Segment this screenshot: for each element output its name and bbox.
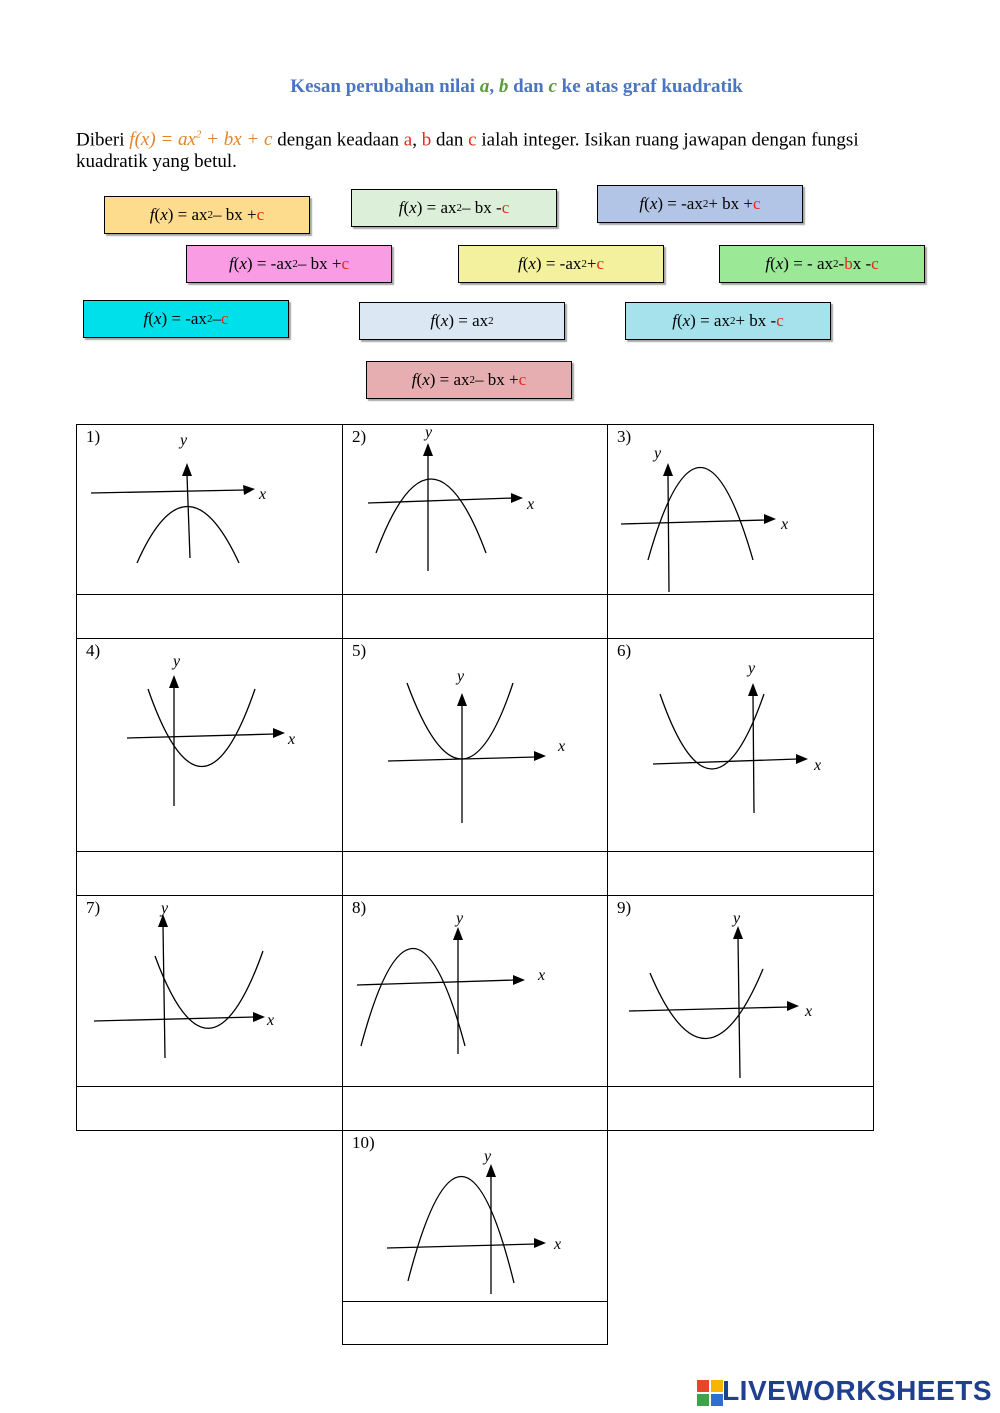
parabola-graph: [343, 425, 607, 594]
answer-input[interactable]: [77, 852, 342, 895]
answer-box[interactable]: [76, 1086, 343, 1131]
answer-input[interactable]: [608, 852, 873, 895]
svg-text:y: y: [654, 445, 662, 462]
answer-box[interactable]: [342, 594, 608, 639]
question-number: 4): [86, 641, 101, 660]
formula-option[interactable]: f ( x ) = ax 2 – bx + c: [366, 361, 572, 399]
brand-logo: LIVEWORKSHEETS: [722, 1375, 992, 1406]
parabola-graph: [608, 425, 873, 594]
graph-cell: [342, 424, 608, 595]
graph-cell: [76, 424, 343, 595]
svg-text:y: y: [161, 900, 169, 917]
graph-cell: [607, 424, 874, 595]
graph-cell: [342, 895, 608, 1087]
formula-option[interactable]: f ( x ) = -ax 2 + bx + c: [597, 185, 803, 223]
parabola-graph: [343, 896, 607, 1086]
question-number: 7): [86, 898, 101, 917]
formula-option[interactable]: f ( x ) = ax 2 – bx - c: [351, 189, 557, 227]
answer-box[interactable]: [76, 851, 343, 896]
answer-input[interactable]: [608, 595, 873, 638]
formula-option[interactable]: f ( x ) = - ax 2 - b x - c: [719, 245, 925, 283]
question-number: 1): [86, 427, 101, 446]
graph-cell: [607, 895, 874, 1087]
svg-text:y: y: [748, 660, 756, 677]
question-number: 10): [352, 1133, 375, 1152]
parabola-graph: [608, 896, 873, 1086]
parabola-graph: [77, 896, 342, 1086]
answer-input[interactable]: [343, 1302, 607, 1344]
graph-cell: [342, 638, 608, 852]
svg-text:x: x: [527, 496, 535, 513]
formula-option[interactable]: f ( x ) = ax 2 + bx - c: [625, 302, 831, 340]
question-number: 2): [352, 427, 367, 446]
answer-box[interactable]: [76, 594, 343, 639]
formula-option[interactable]: f ( x ) = -ax 2 – c: [83, 300, 289, 338]
formula-option[interactable]: f ( x ) = ax 2 – bx + c: [104, 196, 310, 234]
answer-input[interactable]: [343, 1087, 607, 1130]
svg-text:x: x: [805, 1003, 813, 1020]
svg-text:x: x: [259, 486, 267, 503]
graph-cell: [76, 638, 343, 852]
parabola-graph: [77, 639, 342, 851]
liveworksheets-logo-icon: [697, 1380, 723, 1406]
svg-text:x: x: [288, 731, 296, 748]
svg-text:y: y: [484, 1148, 492, 1165]
question-number: 8): [352, 898, 367, 917]
svg-text:y: y: [180, 432, 188, 449]
function-definition: $f(x) = ax^2$ + bx + c: [129, 129, 273, 151]
parabola-graph: [343, 1131, 607, 1301]
svg-text:y: y: [425, 425, 433, 441]
parabola-graph: [343, 639, 607, 851]
answer-input[interactable]: [608, 1087, 873, 1130]
parabola-graph: [608, 639, 873, 851]
svg-text:y: y: [456, 910, 464, 927]
svg-text:y: y: [457, 668, 465, 685]
answer-box[interactable]: [342, 1086, 608, 1131]
svg-text:x: x: [538, 967, 546, 984]
graph-cell: [607, 638, 874, 852]
question-number: 5): [352, 641, 367, 660]
answer-input[interactable]: [343, 595, 607, 638]
instructions: Diberi $f(x) = ax^2$ + bx + c dengan keadaan a, b dan c ialah integer. Isikan ruang jawapan dengan fungsi kuadratik yang betul.: [76, 129, 859, 173]
formula-option[interactable]: f ( x ) = -ax 2 – bx + c: [186, 245, 392, 283]
svg-text:x: x: [558, 738, 566, 755]
svg-text:x: x: [554, 1236, 562, 1253]
svg-text:x: x: [781, 516, 789, 533]
answer-input[interactable]: [77, 595, 342, 638]
answer-input[interactable]: [343, 852, 607, 895]
svg-text:x: x: [267, 1012, 275, 1029]
answer-box[interactable]: [607, 851, 874, 896]
formula-option[interactable]: f ( x ) = -ax 2 + c: [458, 245, 664, 283]
page-title: Kesan perubahan nilai a, b dan c ke atas graf kuadratik: [290, 76, 743, 97]
answer-box[interactable]: [342, 851, 608, 896]
answer-input[interactable]: [77, 1087, 342, 1130]
answer-box[interactable]: [342, 1301, 608, 1345]
parabola-graph: [77, 425, 342, 594]
answer-box[interactable]: [607, 1086, 874, 1131]
answer-box[interactable]: [607, 594, 874, 639]
svg-text:y: y: [173, 653, 181, 670]
formula-option[interactable]: f ( x ) = ax 2: [359, 302, 565, 340]
question-number: 9): [617, 898, 632, 917]
question-number: 6): [617, 641, 632, 660]
svg-text:y: y: [733, 910, 741, 927]
question-number: 3): [617, 427, 632, 446]
svg-text:x: x: [814, 757, 822, 774]
graph-cell: [342, 1130, 608, 1302]
graph-cell: [76, 895, 343, 1087]
